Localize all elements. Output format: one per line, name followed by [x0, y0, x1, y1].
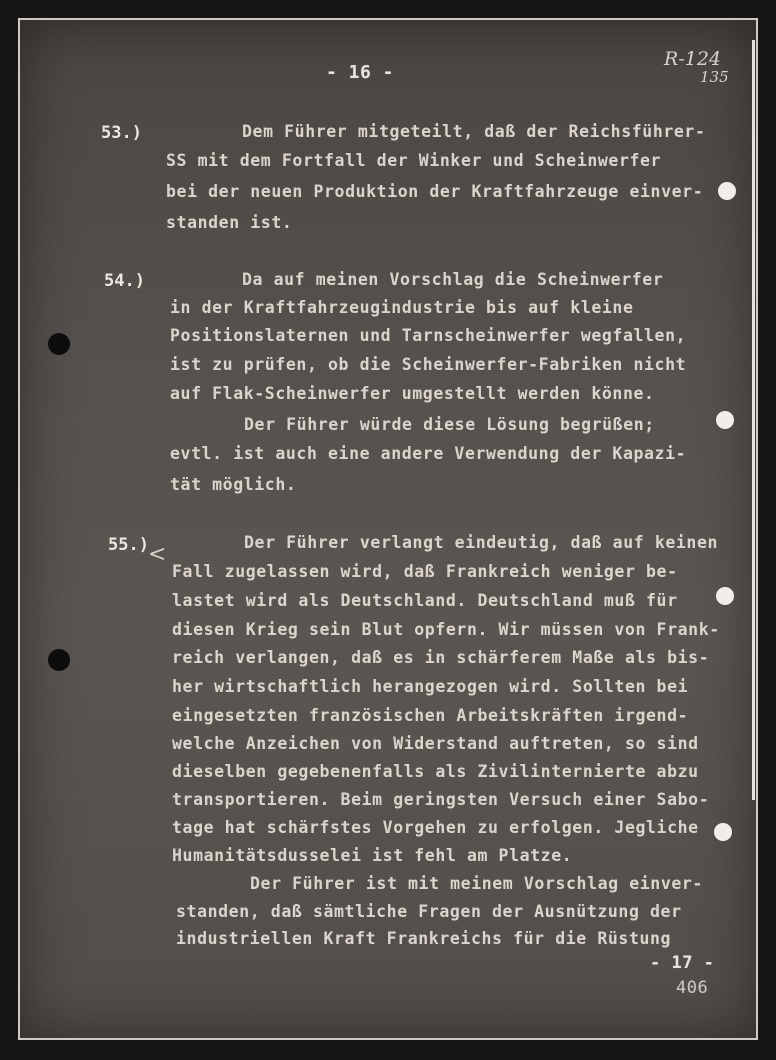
section-54-line: Der Führer würde diese Lösung begrüßen; [244, 415, 655, 434]
section-55-line: tage hat schärfstes Vorgehen zu erfolgen. Jegliche [172, 818, 699, 837]
section-55-line: diesen Krieg sein Blut opfern. Wir müssen von Frank- [172, 620, 720, 639]
archive-mark-line1: R-124 [664, 48, 721, 70]
section-55-line: reich verlangen, daß es in schärferem Maße als bis- [172, 648, 710, 667]
section-54-line: auf Flak-Scheinwerfer umgestellt werden könne. [170, 384, 655, 403]
section-53-line: standen ist. [166, 213, 293, 232]
punch-hole-top [48, 333, 70, 355]
stamp-number: 406 [676, 978, 709, 998]
section-54-line: evtl. ist auch eine andere Verwendung der Kapazi- [170, 444, 687, 463]
section-54-line: Positionslaternen und Tarnscheinwerfer wegfallen, [170, 326, 687, 345]
section-54-line: tät möglich. [170, 475, 297, 494]
section-54-line: ist zu prüfen, ob die Scheinwerfer-Fabriken nicht [170, 355, 687, 374]
section-55-line: her wirtschaftlich herangezogen wird. Sollten bei [172, 677, 689, 696]
margin-dot [718, 182, 736, 200]
margin-line [752, 40, 755, 800]
section-53-line: Dem Führer mitgeteilt, daß der Reichsführer- [242, 122, 706, 141]
margin-dot [714, 823, 732, 841]
section-53-line: bei der neuen Produktion der Kraftfahrzeuge einver- [166, 182, 704, 201]
punch-hole-bottom [48, 649, 70, 671]
section-55-line: lastet wird als Deutschland. Deutschland muß für [172, 591, 678, 610]
section-53-line: SS mit dem Fortfall der Winker und Scheinwerfer [166, 151, 662, 170]
section-55-line: dieselben gegebenenfalls als Zivilinternierte abzu [172, 762, 699, 781]
section-55-line: Humanitätsdusselei ist fehl am Platze. [172, 846, 573, 865]
section-54-line: Da auf meinen Vorschlag die Scheinwerfer [242, 270, 664, 289]
section-55-line: welche Anzeichen von Widerstand auftreten, so sind [172, 734, 699, 753]
section-number-53: 53.) [101, 123, 142, 143]
section-55-line: eingesetzten französischen Arbeitskräften irgend- [172, 706, 689, 725]
section-number-55: 55.) [108, 535, 149, 555]
page-number-next: - 17 - [650, 953, 715, 973]
margin-dot [716, 587, 734, 605]
page-number-top: - 16 - [326, 62, 395, 83]
section-55-line: transportieren. Beim geringsten Versuch einer Sabo- [172, 790, 710, 809]
archive-mark-line2: 135 [700, 68, 729, 86]
section-55-line: Der Führer verlangt eindeutig, daß auf keinen [244, 533, 719, 552]
section-55-line: Fall zugelassen wird, daß Frankreich weniger be- [172, 562, 678, 581]
margin-dot [716, 411, 734, 429]
section-number-54: 54.) [104, 271, 145, 291]
section-55-line: Der Führer ist mit meinem Vorschlag einver- [250, 874, 703, 893]
section-55-line: standen, daß sämtliche Fragen der Ausnützung der [176, 902, 682, 921]
section-55-line: industriellen Kraft Frankreichs für die Rüstung [176, 929, 672, 948]
section-54-line: in der Kraftfahrzeugindustrie bis auf kleine [170, 298, 634, 317]
margin-check-mark: < [148, 542, 167, 567]
